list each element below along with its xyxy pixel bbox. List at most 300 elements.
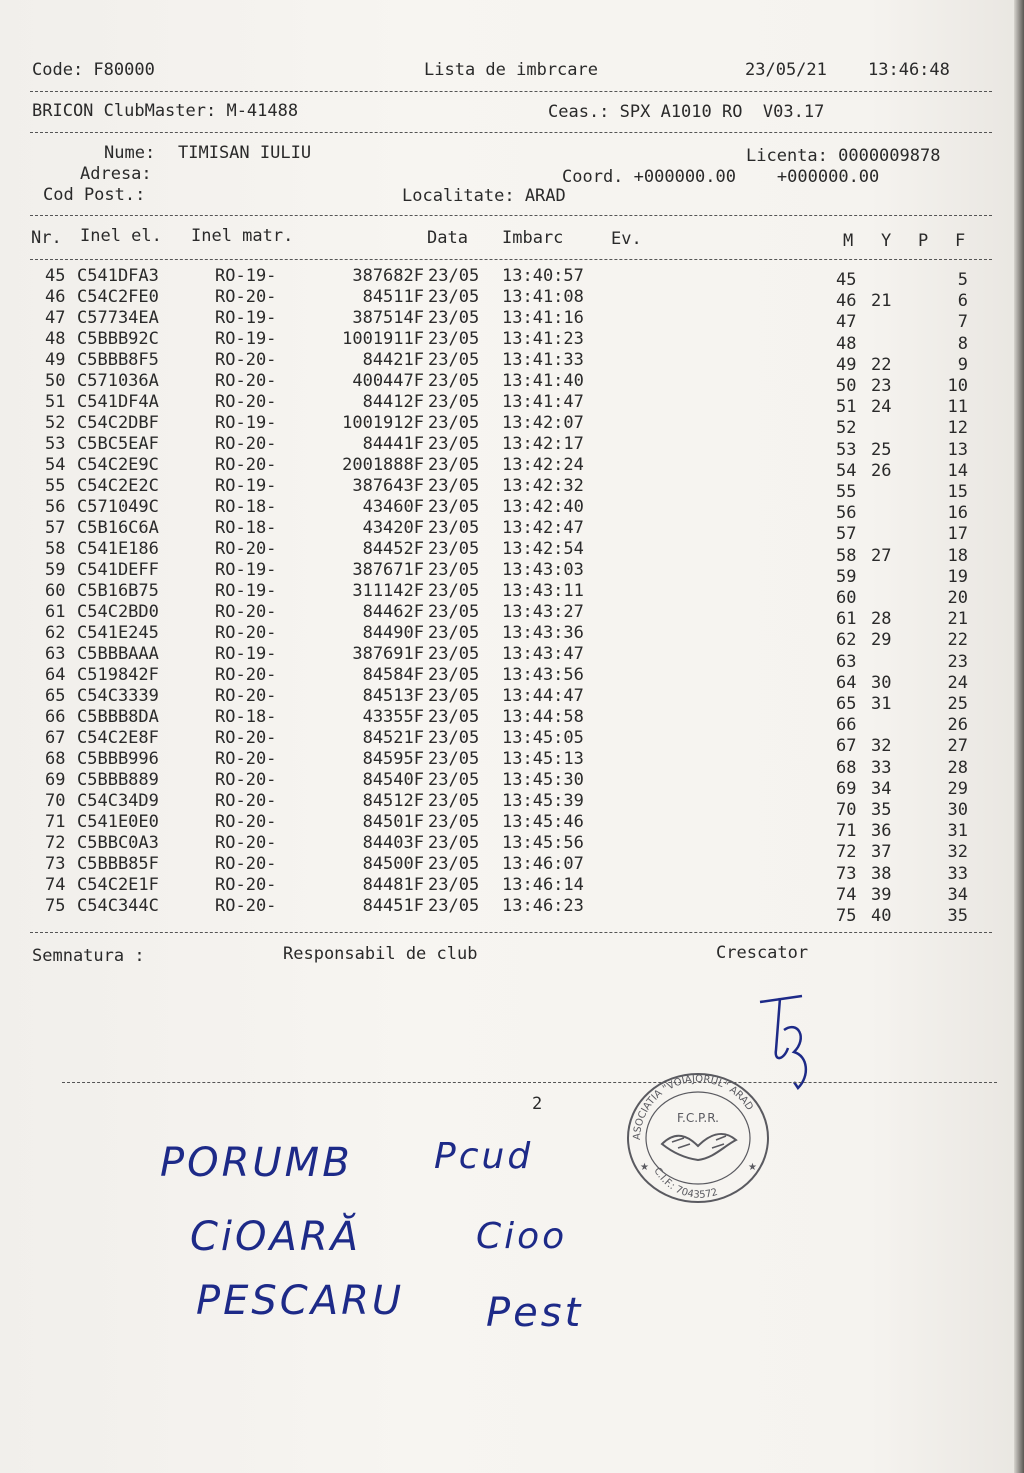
row-ring-el: C5BBC0A3 [77,833,159,853]
row-date: 23/05 [428,518,480,538]
row-ring-el: C54C344C [77,896,159,916]
row-nr: 63 [45,644,66,664]
print-date: 23/05/21 [745,60,827,80]
table-row [0,392,1000,417]
table-row [0,308,1000,332]
row-f: 23 [947,652,968,672]
row-time: 13:41:08 [502,287,584,307]
row-nr: 58 [45,539,66,559]
row-ring-number: 387643F [352,476,424,496]
row-f: 17 [947,524,968,544]
row-date: 23/05 [428,812,480,832]
col-m: M [843,231,854,251]
owner-name: TIMISAN IULIU [178,143,312,163]
row-ring-el: C54C2E8F [77,728,159,748]
page-number: 2 [532,1094,543,1114]
row-ring-prefix: RO-18- [215,497,277,517]
row-time: 13:46:23 [502,896,584,916]
row-time: 13:45:05 [502,728,584,748]
handwritten-initials-1: Pcud [434,1136,534,1177]
row-time: 13:43:47 [502,644,584,664]
row-nr: 54 [45,455,66,475]
locality: Localitate: ARAD [402,186,566,206]
row-y: 22 [871,355,892,375]
association-stamp [618,1066,778,1206]
row-ring-el: C541DEFF [77,560,159,580]
row-m: 45 [836,270,857,290]
row-time: 13:43:11 [502,581,584,601]
row-y: 35 [871,800,892,820]
row-ring-el: C57734EA [77,308,159,328]
row-time: 13:43:27 [502,602,584,622]
row-f: 32 [947,842,968,862]
table-row [0,812,1000,841]
stamp-bottom-text: C.I.F.: 7043572 [651,1165,720,1201]
basket-list [0,266,1000,926]
row-date: 23/05 [428,833,480,853]
row-m: 62 [836,630,857,650]
row-nr: 57 [45,518,66,538]
row-ring-el: C54C2DBF [77,413,159,433]
print-time: 13:46:48 [868,60,950,80]
col-p: P [918,231,929,251]
row-ring-number: 84403F [362,833,424,853]
row-ring-prefix: RO-19- [215,266,277,286]
row-nr: 50 [45,371,66,391]
row-time: 13:41:47 [502,392,584,412]
row-ring-number: 2001888F [342,455,424,475]
row-ring-prefix: RO-20- [215,455,277,475]
row-ring-prefix: RO-20- [215,875,277,895]
row-ring-prefix: RO-20- [215,791,277,811]
row-date: 23/05 [428,749,480,769]
row-ring-number: 311142F [352,581,424,601]
row-f: 6 [957,291,968,311]
row-ring-number: 84462F [362,602,424,622]
club-master: BRICON ClubMaster: M-41488 [32,101,299,121]
row-m: 53 [836,440,857,460]
row-ring-prefix: RO-20- [215,749,277,769]
row-m: 52 [836,418,857,438]
row-date: 23/05 [428,854,480,874]
col-time: Imbarc [502,228,564,248]
row-m: 61 [836,609,857,629]
row-ring-el: C5BBB8F5 [77,350,159,370]
table-row [0,329,1000,354]
row-date: 23/05 [428,770,480,790]
row-time: 13:43:36 [502,623,584,643]
row-ring-number: 84441F [362,434,424,454]
row-date: 23/05 [428,728,480,748]
row-f: 7 [957,312,968,332]
row-time: 13:45:56 [502,833,584,853]
row-m: 64 [836,673,857,693]
handwritten-line-3: PESCARU [196,1278,405,1324]
row-date: 23/05 [428,560,480,580]
row-ring-el: C54C2E1F [77,875,159,895]
row-ring-el: C519842F [77,665,159,685]
col-ring-matr: Inel matr. [191,226,294,246]
row-time: 13:43:56 [502,665,584,685]
row-ring-el: C571049C [77,497,159,517]
row-f: 22 [947,630,968,650]
row-f: 18 [947,546,968,566]
row-ring-el: C54C3339 [77,686,159,706]
row-m: 50 [836,376,857,396]
row-ring-prefix: RO-20- [215,665,277,685]
row-f: 21 [947,609,968,629]
handwritten-line-1: PORUMB [160,1140,353,1186]
row-y: 32 [871,736,892,756]
row-time: 13:40:57 [502,266,584,286]
row-ring-el: C5BBB92C [77,329,159,349]
row-m: 59 [836,567,857,587]
row-ring-prefix: RO-19- [215,329,277,349]
name-label: Nume: [104,143,156,163]
row-ring-el: C5BBB8DA [77,707,159,727]
row-f: 8 [957,334,968,354]
row-ring-number: 84513F [362,686,424,706]
row-f: 30 [947,800,968,820]
row-nr: 46 [45,287,66,307]
row-f: 25 [947,694,968,714]
row-ring-el: C54C2FE0 [77,287,159,307]
row-time: 13:46:07 [502,854,584,874]
row-ring-number: 84490F [362,623,424,643]
row-ring-prefix: RO-19- [215,581,277,601]
row-ring-number: 1001912F [342,413,424,433]
row-ring-number: 387682F [352,266,424,286]
row-nr: 59 [45,560,66,580]
row-f: 28 [947,758,968,778]
row-nr: 52 [45,413,66,433]
row-m: 72 [836,842,857,862]
row-date: 23/05 [428,644,480,664]
row-time: 13:45:30 [502,770,584,790]
row-time: 13:42:17 [502,434,584,454]
row-ring-prefix: RO-20- [215,371,277,391]
row-ring-el: C5BBB85F [77,854,159,874]
row-ring-prefix: RO-20- [215,896,277,916]
row-m: 63 [836,652,857,672]
row-ring-number: 84521F [362,728,424,748]
row-ring-el: C5B16B75 [77,581,159,601]
row-date: 23/05 [428,707,480,727]
row-m: 70 [836,800,857,820]
row-nr: 53 [45,434,66,454]
row-ring-prefix: RO-20- [215,392,277,412]
row-ring-prefix: RO-20- [215,686,277,706]
table-row [0,497,1000,523]
row-ring-prefix: RO-20- [215,812,277,832]
row-nr: 45 [45,266,66,286]
row-ring-el: C54C34D9 [77,791,159,811]
row-ring-el: C54C2E2C [77,476,159,496]
handwritten-initials-2: Cioo [476,1216,568,1257]
row-ring-number: 84584F [362,665,424,685]
row-time: 13:41:16 [502,308,584,328]
row-ring-number: 387691F [352,644,424,664]
row-y: 33 [871,758,892,778]
row-f: 35 [947,906,968,926]
row-nr: 49 [45,350,66,370]
row-date: 23/05 [428,266,480,286]
row-nr: 65 [45,686,66,706]
row-ring-prefix: RO-20- [215,602,277,622]
row-time: 13:44:58 [502,707,584,727]
row-ring-prefix: RO-19- [215,560,277,580]
row-m: 68 [836,758,857,778]
row-ring-el: C571036A [77,371,159,391]
row-ring-number: 84501F [362,812,424,832]
row-y: 23 [871,376,892,396]
row-ring-number: 400447F [352,371,424,391]
row-nr: 73 [45,854,66,874]
row-nr: 62 [45,623,66,643]
row-date: 23/05 [428,371,480,391]
row-f: 5 [957,270,968,290]
table-row [0,434,1000,460]
table-row [0,455,1000,481]
row-time: 13:44:47 [502,686,584,706]
row-date: 23/05 [428,623,480,643]
license-number: Licenta: 0000009878 [746,146,941,166]
row-time: 13:41:23 [502,329,584,349]
table-row [0,833,1000,862]
row-ring-number: 84481F [362,875,424,895]
table-row [0,266,1000,290]
row-ring-el: C541E245 [77,623,159,643]
row-y: 36 [871,821,892,841]
row-nr: 69 [45,770,66,790]
svg-text:★: ★ [748,1162,757,1173]
row-date: 23/05 [428,434,480,454]
row-m: 69 [836,779,857,799]
row-ring-el: C5BC5EAF [77,434,159,454]
row-f: 34 [947,885,968,905]
table-row [0,476,1000,502]
row-time: 13:42:07 [502,413,584,433]
row-nr: 48 [45,329,66,349]
row-nr: 70 [45,791,66,811]
row-m: 54 [836,461,857,481]
row-f: 24 [947,673,968,693]
row-f: 29 [947,779,968,799]
col-y: Y [881,231,892,251]
row-y: 31 [871,694,892,714]
col-nr: Nr. [31,228,62,248]
row-nr: 64 [45,665,66,685]
row-ring-el: C541E0E0 [77,812,159,832]
row-time: 13:42:47 [502,518,584,538]
row-y: 37 [871,842,892,862]
row-nr: 60 [45,581,66,601]
row-nr: 67 [45,728,66,748]
row-m: 75 [836,906,857,926]
clock-info: Ceas.: SPX A1010 RO V03.17 [548,102,825,122]
row-date: 23/05 [428,308,480,328]
row-nr: 72 [45,833,66,853]
stamp-center-text: F.C.P.R. [677,1111,719,1125]
row-nr: 47 [45,308,66,328]
row-m: 71 [836,821,857,841]
row-ring-number: 84540F [362,770,424,790]
table-row [0,518,1000,544]
col-ring-el: Inel el. [80,226,162,246]
row-ring-prefix: RO-20- [215,770,277,790]
page-edge [1014,0,1024,1473]
row-ring-el: C541DFA3 [77,266,159,286]
row-date: 23/05 [428,350,480,370]
row-ring-prefix: RO-19- [215,413,277,433]
club-manager-label: Responsabil de club [283,944,478,964]
table-row [0,896,1000,926]
row-m: 56 [836,503,857,523]
row-ring-prefix: RO-19- [215,308,277,328]
row-ring-number: 43355F [362,707,424,727]
row-nr: 51 [45,392,66,412]
table-row [0,728,1000,756]
row-m: 55 [836,482,857,502]
row-nr: 56 [45,497,66,517]
row-m: 57 [836,524,857,544]
row-ring-number: 84452F [362,539,424,559]
table-row [0,581,1000,608]
row-ring-number: 84421F [362,350,424,370]
row-ring-prefix: RO-20- [215,539,277,559]
row-y: 21 [871,291,892,311]
row-ring-el: C5BBB889 [77,770,159,790]
row-date: 23/05 [428,413,480,433]
table-row [0,350,1000,375]
row-ring-prefix: RO-20- [215,287,277,307]
row-ring-el: C54C2E9C [77,455,159,475]
row-ring-prefix: RO-18- [215,518,277,538]
divider [30,91,992,92]
row-date: 23/05 [428,581,480,601]
row-ring-number: 387671F [352,560,424,580]
row-time: 13:45:13 [502,749,584,769]
row-f: 31 [947,821,968,841]
postal-code-label: Cod Post.: [43,185,146,205]
row-ring-number: 1001911F [342,329,424,349]
table-row [0,371,1000,396]
row-nr: 55 [45,476,66,496]
divider [62,1082,997,1083]
code-label: Code: F80000 [32,60,155,80]
row-ring-prefix: RO-20- [215,623,277,643]
document-title: Lista de imbrcare [424,60,598,80]
row-f: 20 [947,588,968,608]
row-ring-number: 84595F [362,749,424,769]
divider [30,132,992,133]
table-row [0,413,1000,438]
divider [30,259,992,260]
row-time: 13:42:24 [502,455,584,475]
table-row [0,791,1000,820]
table-row [0,623,1000,650]
row-y: 26 [871,461,892,481]
col-f: F [955,231,966,251]
row-time: 13:41:33 [502,350,584,370]
row-m: 49 [836,355,857,375]
row-date: 23/05 [428,539,480,559]
row-nr: 61 [45,602,66,622]
row-time: 13:42:32 [502,476,584,496]
row-f: 27 [947,736,968,756]
row-date: 23/05 [428,287,480,307]
row-date: 23/05 [428,392,480,412]
row-y: 34 [871,779,892,799]
row-time: 13:45:39 [502,791,584,811]
row-date: 23/05 [428,329,480,349]
row-f: 13 [947,440,968,460]
row-ring-number: 84512F [362,791,424,811]
row-time: 13:41:40 [502,371,584,391]
row-ring-prefix: RO-20- [215,728,277,748]
row-ring-el: C541E186 [77,539,159,559]
signature-label: Semnatura : [32,946,145,966]
col-ev: Ev. [611,229,642,249]
row-ring-prefix: RO-20- [215,434,277,454]
row-time: 13:42:40 [502,497,584,517]
row-m: 73 [836,864,857,884]
row-y: 24 [871,397,892,417]
row-f: 9 [957,355,968,375]
row-date: 23/05 [428,455,480,475]
row-date: 23/05 [428,791,480,811]
row-ring-prefix: RO-19- [215,476,277,496]
row-date: 23/05 [428,602,480,622]
address-label: Adresa: [80,164,152,184]
row-f: 26 [947,715,968,735]
row-date: 23/05 [428,476,480,496]
row-ring-number: 43420F [362,518,424,538]
row-time: 13:45:46 [502,812,584,832]
row-date: 23/05 [428,665,480,685]
row-y: 27 [871,546,892,566]
divider [30,932,992,933]
row-f: 12 [947,418,968,438]
row-f: 15 [947,482,968,502]
row-ring-number: 387514F [352,308,424,328]
row-f: 19 [947,567,968,587]
row-date: 23/05 [428,896,480,916]
row-m: 48 [836,334,857,354]
divider [30,215,992,216]
row-ring-prefix: RO-18- [215,707,277,727]
handwritten-line-2: CiOARĂ [190,1214,362,1260]
row-m: 65 [836,694,857,714]
row-date: 23/05 [428,875,480,895]
table-row [0,707,1000,735]
row-ring-prefix: RO-20- [215,854,277,874]
row-ring-prefix: RO-20- [215,833,277,853]
row-ring-number: 84451F [362,896,424,916]
row-time: 13:43:03 [502,560,584,580]
svg-text:★: ★ [640,1162,649,1173]
row-ring-el: C5BBBAAA [77,644,159,664]
row-y: 29 [871,630,892,650]
row-f: 33 [947,864,968,884]
col-date: Data [427,228,468,248]
row-date: 23/05 [428,686,480,706]
row-y: 30 [871,673,892,693]
breeder-label: Crescator [716,943,809,963]
row-m: 66 [836,715,857,735]
row-ring-number: 84511F [362,287,424,307]
table-row [0,875,1000,905]
